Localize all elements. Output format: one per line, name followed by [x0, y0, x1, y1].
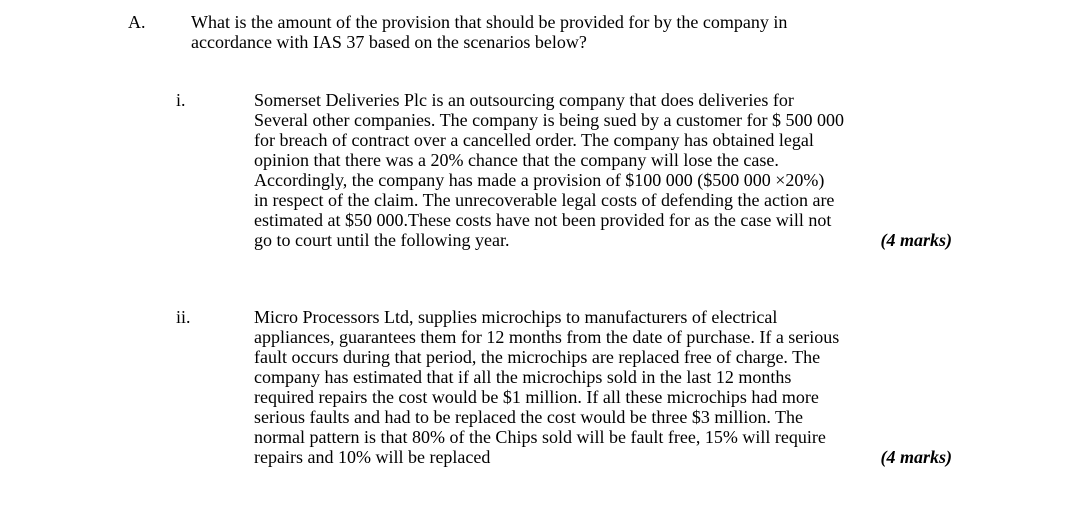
part-ii-line: normal pattern is that 80% of the Chips sold will be fault free, 15% will require [254, 427, 826, 447]
part-ii-line: appliances, guarantees them for 12 months from the date of purchase. If a serious [254, 327, 840, 347]
part-i-last-line [254, 230, 952, 250]
part-i-line: estimated at $50 000.These costs have not been provided for as the case will not [254, 210, 832, 230]
part-ii-line: required repairs the cost would be $1 million. If all these microchips had more [254, 387, 819, 407]
part-ii-line: company has estimated that if all the microchips sold in the last 12 months [254, 367, 792, 387]
part-i-line: in respect of the claim. The unrecoverable legal costs of defending the action are [254, 190, 835, 210]
part-ii-line: repairs and 10% will be replaced [254, 447, 491, 467]
part-i-line: Several other companies. The company is being sued by a customer for $ 500 000 [254, 110, 845, 130]
question-label: A. [128, 12, 146, 32]
question-text [191, 12, 951, 52]
part-i-marks: (4 marks) [880, 230, 952, 250]
part-i-line: go to court until the following year. [254, 230, 510, 250]
part-ii-marks: (4 marks) [880, 447, 952, 467]
part-ii-line: serious faults and had to be replaced the cost would be three $3 million. The [254, 407, 804, 427]
part-ii-line: Micro Processors Ltd, supplies microchips to manufacturers of electrical [254, 307, 778, 327]
question-line: What is the amount of the provision that should be provided for by the company in [191, 12, 788, 32]
part-ii-text [254, 307, 952, 467]
part-i-line: Somerset Deliveries Plc is an outsourcing company that does deliveries for [254, 90, 794, 110]
part-i-text [254, 90, 952, 250]
part-i-label: i. [176, 90, 186, 110]
part-i-line: opinion that there was a 20% chance that the company will lose the case. [254, 150, 779, 170]
part-ii-line: fault occurs during that period, the microchips are replaced free of charge. The [254, 347, 821, 367]
part-i-line: Accordingly, the company has made a provision of $100 000 ($500 000 ×20%) [254, 170, 825, 190]
part-ii-label: ii. [176, 307, 191, 327]
part-ii-last-line [254, 447, 952, 467]
question-line: accordance with IAS 37 based on the scenarios below? [191, 32, 587, 52]
part-i-line: for breach of contract over a cancelled order. The company has obtained legal [254, 130, 814, 150]
